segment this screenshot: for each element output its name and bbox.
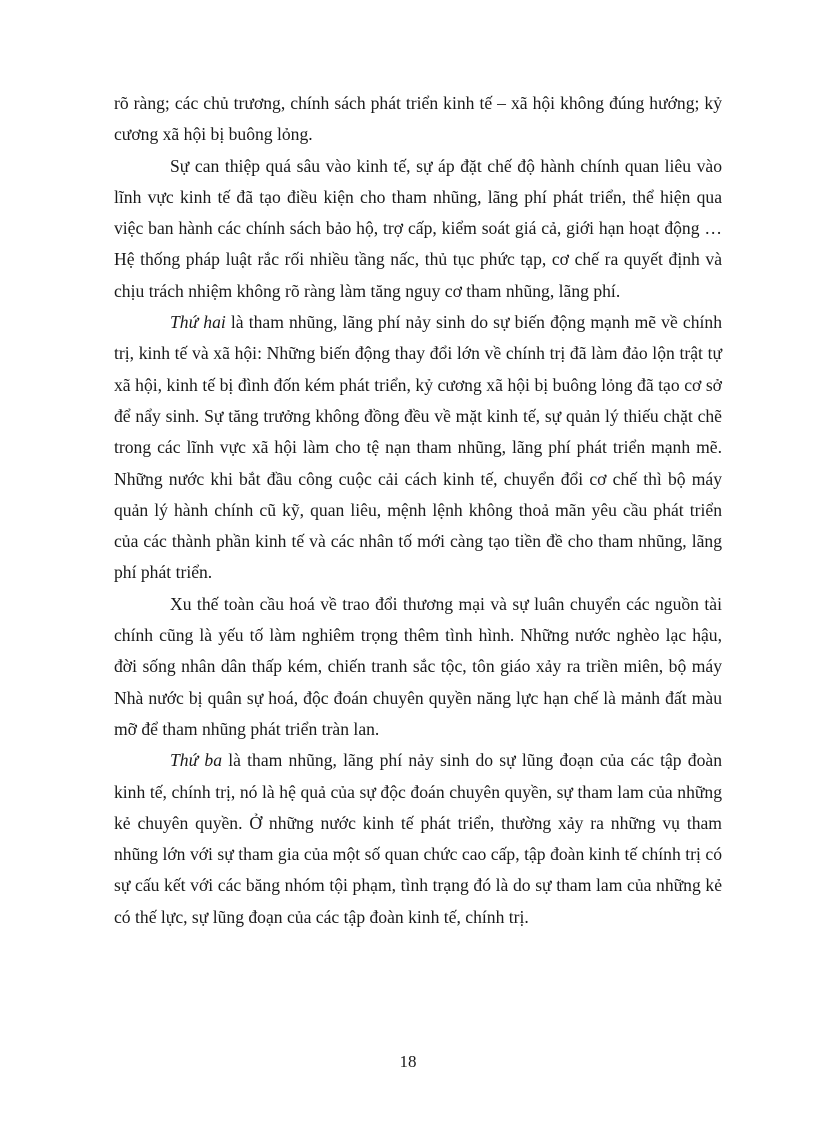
paragraph-text: Sự can thiệp quá sâu vào kinh tế, sự áp đặt chế độ hành chính quan liêu vào lĩnh vực kinh tế đã tạo điều kiện cho tham nhũng, lãng phí phát triển, thể hiện qua việc ban hành các chính sách bảo hộ, trợ cấp, kiểm soát giá cả, giới hạn hoạt động … Hệ thống pháp luật rắc rối nhiều tầng nấc, thủ tục phức tạp, cơ chế ra quyết định và chịu trách nhiệm không rõ ràng làm tăng nguy cơ tham nhũng, lãng phí. xyxy=(114,155,722,301)
paragraph-globalization xyxy=(114,589,722,745)
body-text xyxy=(114,88,722,933)
paragraph-text: là tham nhũng, lãng phí nảy sinh do sự biến động mạnh mẽ về chính trị, kinh tế và xã hội: Những biến động thay đổi lớn về chính trị đã làm đảo lộn trật tự xã hội, kinh tế bị đình đốn kém phát triển, kỷ cương xã hội bị buông lỏng đã tạo cơ sở để nẩy sinh. Sự tăng trưởng không đồng đều về mặt kinh tế, sự quản lý thiếu chặt chẽ trong các lĩnh vực xã hội làm cho tệ nạn tham nhũng, lãng phí phát triển mạnh mẽ. Những nước khi bắt đầu công cuộc cải cách kinh tế, chuyển đổi cơ chế thì bộ máy quản lý hành chính cũ kỹ, quan liêu, mệnh lệnh không thoả mãn yêu cầu phát triển của các thành phần kinh tế và các nhân tố mới càng tạo tiền đề cho tham nhũng, lãng phí phát triển. xyxy=(114,312,722,583)
paragraph-text: rõ ràng; các chủ trương, chính sách phát triển kinh tế – xã hội không đúng hướng; kỷ cương xã hội bị buông lỏng. xyxy=(114,93,722,145)
page-number: 18 xyxy=(399,1052,417,1071)
paragraph-lead-italic: Thứ ba xyxy=(170,750,222,771)
paragraph-lead-italic: Thứ hai xyxy=(170,312,226,333)
paragraph-third-cause xyxy=(114,745,722,933)
paragraph-text: Xu thế toàn cầu hoá về trao đổi thương mại và sự luân chuyển các nguồn tài chính cũng là yếu tố làm nghiêm trọng thêm tình hình. Những nước nghèo lạc hậu, đời sống nhân dân thấp kém, chiến tranh sắc tộc, tôn giáo xảy ra triền miên, bộ máy Nhà nước bị quân sự hoá, độc đoán chuyên quyền năng lực hạn chế là mảnh đất màu mỡ để tham nhũng phát triển tràn lan. xyxy=(114,593,722,739)
paragraph-second-cause xyxy=(114,307,722,589)
paragraph-state-intervention xyxy=(114,151,722,307)
paragraph-continuation xyxy=(114,88,722,151)
paragraph-text: là tham nhũng, lãng phí nảy sinh do sự lũng đoạn của các tập đoàn kinh tế, chính trị, nó là hệ quả của sự độc đoán chuyên quyền, sự tham lam của những kẻ chuyên quyền. Ở những nước kinh tế phát triển, thường xảy ra những vụ tham nhũng lớn với sự tham gia của một số quan chức cao cấp, tập đoàn kinh tế chính trị có sự cấu kết với các băng nhóm tội phạm, tình trạng đó là do sự tham lam của những kẻ có thế lực, sự lũng đoạn của các tập đoàn kinh tế, chính trị. xyxy=(114,750,723,927)
